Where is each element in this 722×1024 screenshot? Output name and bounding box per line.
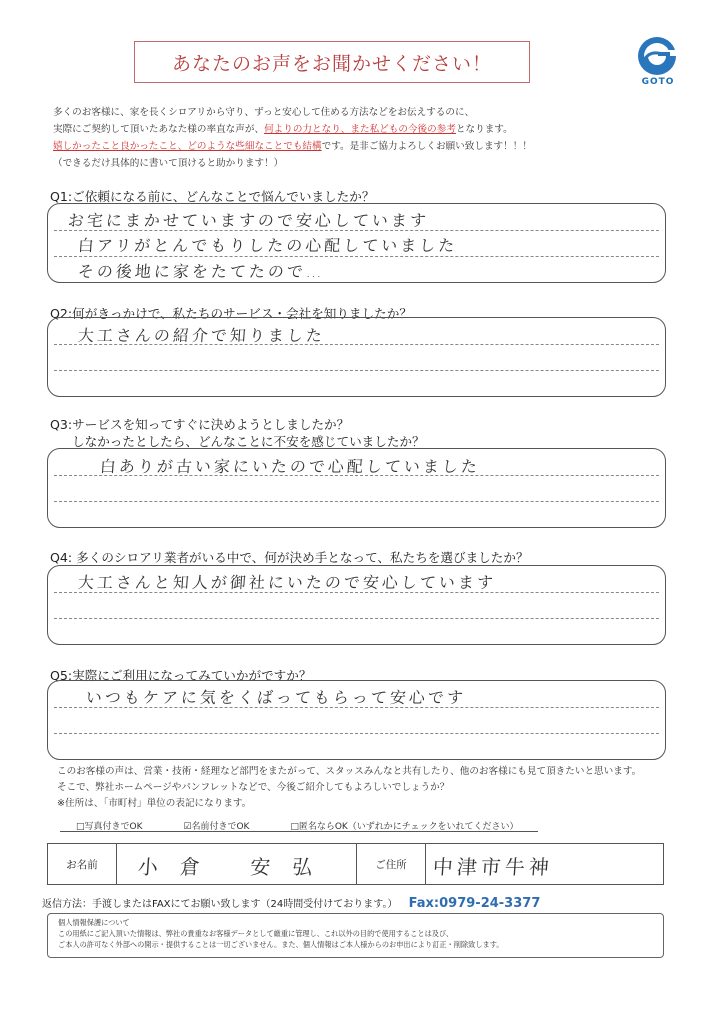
page-title: あなたのお声をお聞かせください！ [171, 52, 492, 75]
name-label: お名前 [48, 844, 117, 884]
intro-line-1: 多くのお客様に、家を長くシロアリから守り、ずっと安心して住める方法などをお伝えするのに、 [53, 107, 475, 118]
intro-line-3-post: です。是非ご協力よろしくお願い致します！！！ [321, 141, 532, 152]
goto-logo-icon [634, 36, 680, 76]
q2-answer-box [47, 317, 666, 397]
q3-answer-line-1: 白ありが古い家にいたので心配していました [99, 457, 481, 476]
q5-answer-box [47, 680, 666, 760]
photo-ok-checkbox[interactable]: □写真付きでOK [76, 822, 143, 832]
logo-text: GOTO [641, 77, 675, 87]
intro-line-2-post: となります。 [455, 124, 513, 135]
fax-number: Fax:0979-24-3377 [408, 896, 541, 911]
dashed-line [54, 501, 659, 502]
dashed-line [54, 733, 659, 734]
intro-line-2-red: 何よりの力となり、また私どもの今後の参考 [264, 124, 456, 135]
q1-answer-line-2: 白アリがとんでもりしたの心配していました [77, 236, 458, 255]
anonymous-ok-checkbox[interactable]: □匿名ならOK（いずれかにチェックをいれてください） [290, 822, 519, 832]
q1-answer-line-1: お宅にまかせていますので安心しています [67, 211, 430, 230]
dashed-line [54, 256, 659, 257]
q4-answer-box [47, 565, 666, 645]
intro-text [53, 104, 693, 172]
intro-line-3-red: 嬉しかったこと良かったこと、どのような些細なことでも結構 [53, 141, 322, 152]
privacy-line-3: ご本人の許可なく外部への開示・提供することは一切ございません。また、個人情報はご本人様からのお申出により訂正・削除致します。 [58, 940, 504, 949]
privacy-line-2: この用紙にご記入頂いた情報は、弊社の貴重なお客様データとして厳重に管理し、これ以外の目的で使用することは及び、 [58, 929, 454, 938]
intro-line-4: （できるだけ具体的に書いて頂けると助かります！） [53, 158, 284, 169]
consent-line-3: ※住所は、「市町村」単位の表記になります。 [57, 798, 252, 809]
privacy-notice [47, 913, 664, 958]
return-method-text: 返信方法：手渡しまたはFAXにてお願い致します（24時間受付けております。） [42, 899, 398, 910]
intro-line-2 [53, 121, 693, 138]
name-value[interactable]: 小倉 安弘 [137, 855, 336, 879]
consent-text [57, 764, 697, 812]
name-ok-checkbox[interactable]: ☑名前付きでOK [183, 822, 250, 832]
q1-label: Q1:ご依頼になる前に、どんなことで悩んでいましたか？ [50, 189, 375, 204]
address-label: ご住所 [356, 844, 426, 884]
q5-label: Q5:実際にご利用になってみていかがですか？ [50, 668, 312, 683]
address-value[interactable]: 中津市牛神 [432, 855, 554, 879]
privacy-line-1: 個人情報保護について [58, 918, 130, 927]
q1-answer-line-3: その後地に家をたてたので… [77, 262, 326, 281]
intro-line-3 [53, 138, 693, 155]
dashed-line [54, 370, 659, 371]
return-method [42, 895, 540, 911]
q4-answer-line-1: 大工さんと知人が御社にいたので安心しています [77, 573, 497, 592]
consent-line-2: そこで、弊社ホームページやパンフレットなどで、今後ご紹介してもよろしいでしょうか？ [57, 782, 450, 793]
q2-label: Q2:何がきっかけで、私たちのサービス・会社を知りましたか？ [50, 306, 412, 321]
q3-label: Q3:サービスを知ってすぐに決めようとしましたか？ [50, 417, 350, 432]
title-box [134, 41, 530, 83]
consent-line-1: このお客様の声は、営業・技術・経理など部門をまたがって、スタッスみんなと共有したり、他のお客様にも見て頂きたいと思います。 [57, 766, 642, 777]
divider [60, 831, 538, 832]
q3-answer-box [47, 448, 666, 528]
q1-answer-box [47, 203, 666, 283]
q2-answer-line-1: 大工さんの紹介で知りました [77, 326, 326, 345]
goto-logo [634, 36, 680, 92]
q3-label-2: しなかったとしたら、どんなことに不安を感じていましたか？ [72, 434, 425, 449]
q4-label: Q4: 多くのシロアリ業者がいる中で、何が決め手となって、私たちを選びましたか？ [50, 550, 529, 565]
intro-line-2-pre: 実際にご契約して頂いたあなた様の率直な声が、 [53, 124, 265, 135]
q5-answer-line-1: いつもケアに気をくばってもらって安心です [85, 688, 467, 707]
name-address-table [47, 843, 664, 885]
dashed-line [54, 618, 659, 619]
